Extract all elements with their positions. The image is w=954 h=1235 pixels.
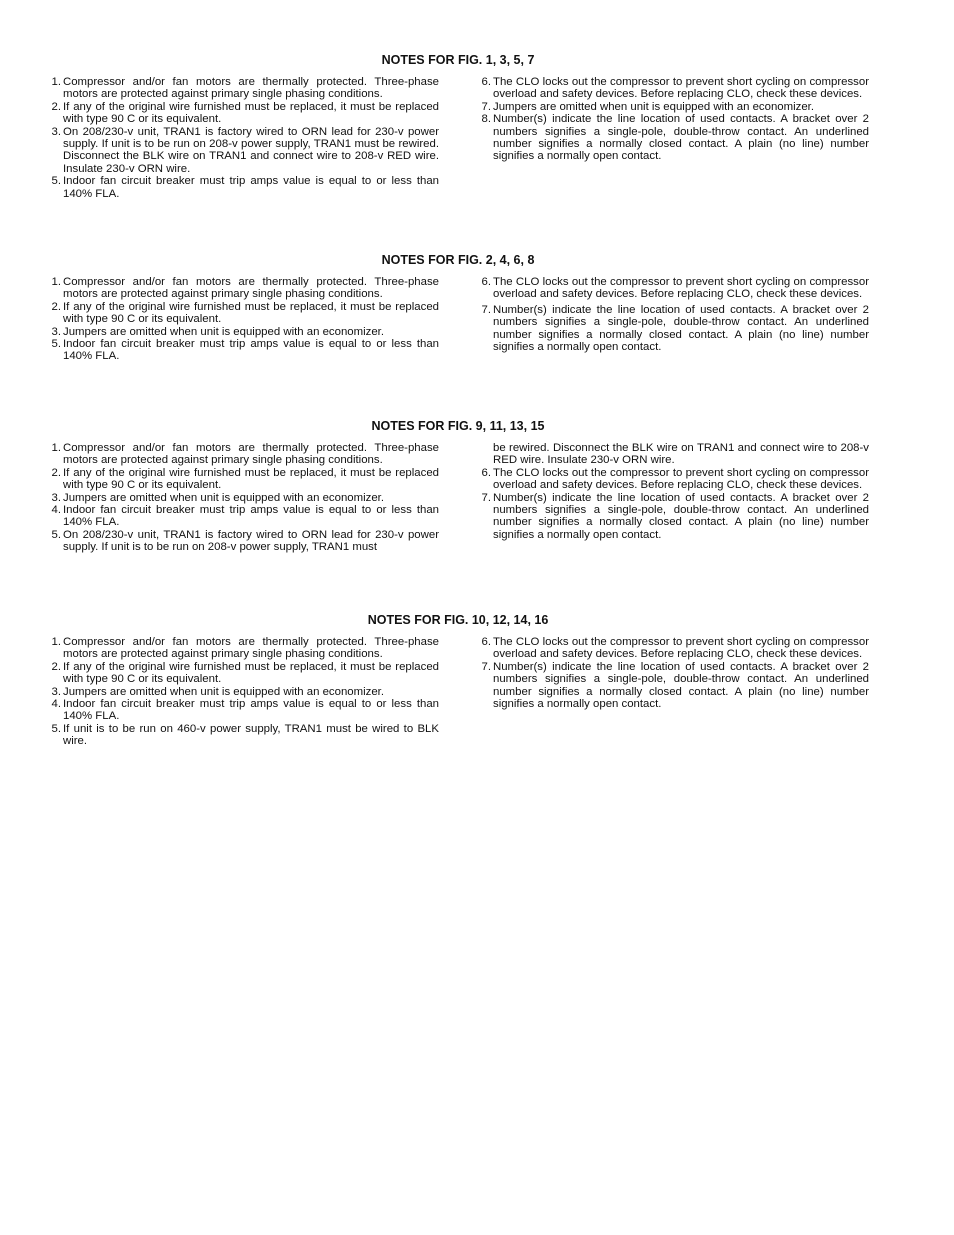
notes-columns [45, 76, 871, 276]
note-number: 1. [51, 636, 61, 648]
note-text: Compressor and/or fan motors are thermally protected. Three-phase motors are protected against primary single phasing conditions. [63, 76, 439, 101]
note-text: Indoor fan circuit breaker must trip amps value is equal to or less than 140% FLA. [63, 175, 439, 200]
note-text: If any of the original wire furnished must be replaced, it must be replaced with type 90 C or its equivalent. [63, 300, 439, 326]
left-column [45, 442, 439, 554]
note-number: 6. [481, 636, 491, 648]
note-item [45, 661, 439, 686]
note-number: 7. [481, 100, 491, 113]
note-item [45, 326, 439, 338]
note-item [475, 304, 869, 354]
note-text: If any of the original wire furnished must be replaced, it must be replaced with type 90 C or its equivalent. [63, 100, 439, 126]
note-item [45, 504, 439, 529]
notes-section-fig-9-11-13-15 [45, 419, 871, 642]
note-text: If any of the original wire furnished must be replaced, it must be replaced with type 90 C or its equivalent. [63, 660, 439, 686]
notes-section-fig-10-12-14-16 [45, 613, 871, 836]
note-number: 5. [51, 528, 61, 541]
note-item [45, 101, 439, 126]
note-number: 1. [51, 442, 61, 454]
note-text: be rewired. Disconnect the BLK wire on TRAN1 and connect wire to 208-v RED wire. Insulate 230-v ORN wire. [493, 442, 869, 467]
note-number: 8. [481, 113, 491, 126]
note-item [45, 301, 439, 326]
note-number: 3. [51, 491, 61, 504]
right-column [475, 636, 869, 710]
notes-columns [45, 442, 871, 642]
note-text: Number(s) indicate the line location of used contacts. A bracket over 2 numbers signifies a single-pole, double-throw contact. An underlined number signifies a normally closed contact. A plain (no line) number signifies a normally open contact. [493, 303, 869, 354]
note-item [45, 442, 439, 467]
note-item [45, 698, 439, 723]
note-text: Compressor and/or fan motors are thermally protected. Three-phase motors are protected against primary single phasing conditions. [63, 276, 439, 301]
note-item [45, 338, 439, 363]
note-item [45, 636, 439, 661]
notes-section-fig-1-3-5-7 [45, 53, 871, 276]
note-number: 6. [481, 76, 491, 88]
note-item [475, 467, 869, 492]
note-text: Jumpers are omitted when unit is equipped with an economizer. [63, 685, 385, 698]
note-text: If any of the original wire furnished must be replaced, it must be replaced with type 90 C or its equivalent. [63, 466, 439, 492]
note-item [475, 661, 869, 711]
note-text: The CLO locks out the compressor to prevent short cycling on compressor overload and safety devices. Before replacing CLO, check these devices. [493, 636, 869, 661]
left-column [45, 276, 439, 363]
note-text: If unit is to be run on 460-v power supply, TRAN1 must be wired to BLK wire. [63, 722, 439, 748]
note-item [45, 467, 439, 492]
note-item [45, 276, 439, 301]
note-item [45, 492, 439, 504]
note-item [45, 723, 439, 748]
note-number: 3. [51, 325, 61, 338]
note-number: 1. [51, 76, 61, 88]
note-number: 4. [51, 698, 61, 711]
left-column [45, 636, 439, 748]
note-number: 2. [51, 466, 61, 479]
note-number: 5. [51, 722, 61, 735]
note-text: Number(s) indicate the line location of used contacts. A bracket over 2 numbers signifies a single-pole, double-throw contact. An underlined number signifies a normally closed contact. A plain (no line) number signifies a normally open contact. [493, 113, 869, 163]
note-item [45, 126, 439, 176]
note-text: On 208/230-v unit, TRAN1 is factory wired to ORN lead for 230-v power supply. If unit is to be run on 208-v power supply, TRAN1 must [63, 528, 439, 554]
note-number: 6. [481, 276, 491, 288]
note-text: Jumpers are omitted when unit is equipped with an economizer. [63, 491, 385, 504]
note-number: 2. [51, 300, 61, 313]
left-column [45, 76, 439, 200]
note-item [45, 529, 439, 554]
note-text: Number(s) indicate the line location of used contacts. A bracket over 2 numbers signifies a single-pole, double-throw contact. An underlined number signifies a normally closed contact. A plain (no line) number signifies a normally open contact. [493, 491, 869, 541]
notes-columns [45, 636, 871, 836]
note-number: 7. [481, 491, 491, 504]
note-number: 2. [51, 100, 61, 113]
note-number: 7. [481, 660, 491, 673]
note-number: 6. [481, 466, 491, 479]
right-column [475, 276, 869, 353]
note-number: 1. [51, 276, 61, 288]
note-text: The CLO locks out the compressor to prevent short cycling on compressor overload and safety devices. Before replacing CLO, check these devices. [493, 76, 869, 101]
note-text: Number(s) indicate the line location of used contacts. A bracket over 2 numbers signifies a single-pole, double-throw contact. An underlined number signifies a normally closed contact. A plain (no line) number signifies a normally open contact. [493, 660, 869, 711]
section-heading: NOTES FOR FIG. 9, 11, 13, 15 [371, 419, 545, 433]
note-number: 5. [51, 175, 61, 188]
note-item [475, 76, 869, 101]
note-number: 3. [51, 125, 61, 138]
note-text: Indoor fan circuit breaker must trip amps value is equal to or less than 140% FLA. [63, 338, 439, 363]
note-text: Compressor and/or fan motors are thermally protected. Three-phase motors are protected against primary single phasing conditions. [63, 442, 439, 467]
section-heading: NOTES FOR FIG. 10, 12, 14, 16 [367, 613, 549, 627]
note-text: The CLO locks out the compressor to prevent short cycling on compressor overload and safety devices. Before replacing CLO, check these devices. [493, 276, 869, 301]
section-heading: NOTES FOR FIG. 1, 3, 5, 7 [381, 53, 535, 67]
note-text: Jumpers are omitted when unit is equipped with an economizer. [493, 100, 815, 113]
note-item [45, 76, 439, 101]
section-heading: NOTES FOR FIG. 2, 4, 6, 8 [381, 253, 535, 267]
note-item [475, 101, 869, 113]
right-column [475, 442, 869, 541]
note-item [475, 276, 869, 301]
note-text: The CLO locks out the compressor to prevent short cycling on compressor overload and safety devices. Before replacing CLO, check these devices. [493, 466, 869, 492]
note-text: Indoor fan circuit breaker must trip amps value is equal to or less than 140% FLA. [63, 698, 439, 723]
right-column [475, 76, 869, 163]
note-text: Jumpers are omitted when unit is equipped with an economizer. [63, 325, 385, 338]
note-number: 5. [51, 338, 61, 351]
note-item [45, 175, 439, 200]
note-item [475, 636, 869, 661]
note-number: 4. [51, 504, 61, 517]
note-item [475, 492, 869, 542]
note-item-continued [475, 442, 869, 467]
note-text: Compressor and/or fan motors are thermally protected. Three-phase motors are protected against primary single phasing conditions. [63, 636, 439, 661]
note-number: 7. [481, 303, 491, 316]
note-text: On 208/230-v unit, TRAN1 is factory wired to ORN lead for 230-v power supply. If unit is to be run on 208-v power supply, TRAN1 must be rewired. Disconnect the BLK wire on TRAN1 and connect wire to 208-v RED wire. Insulate 230-v ORN wire. [63, 125, 439, 175]
note-item [45, 686, 439, 698]
note-item [475, 113, 869, 163]
note-number: 3. [51, 685, 61, 698]
note-number: 2. [51, 660, 61, 673]
note-text: Indoor fan circuit breaker must trip amps value is equal to or less than 140% FLA. [63, 504, 439, 529]
